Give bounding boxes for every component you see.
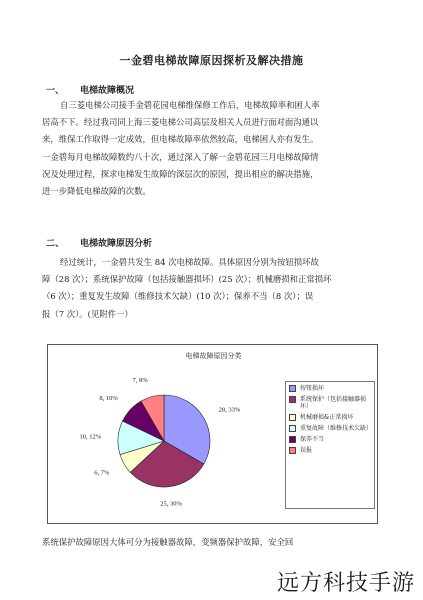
paragraph-analysis: [42, 254, 378, 323]
paragraph-line: 况及处理过程，探求电梯发生故障的深层次的原因，提出相应的解决措施，: [42, 168, 319, 179]
section-title: 电梯故障概况: [80, 86, 135, 96]
legend-item-0: [289, 385, 371, 392]
legend-item-2: [289, 414, 371, 421]
paragraph-line: 自三菱电梯公司接手金碧花园电梯维保修工作后，电梯故障率和困人率: [60, 100, 320, 110]
legend-swatch: [289, 447, 296, 454]
pie-data-label-3: 10, 12%: [79, 433, 102, 441]
paragraph-line: 障（28 次）；系统保护故障（包括接触器损坏）(25 次）；机械磨损和正常损坏: [42, 274, 332, 285]
section-heading-1: [46, 83, 134, 96]
legend-label: 按钮损坏: [300, 385, 325, 392]
section-heading-2: [46, 236, 152, 249]
legend-item-3: [289, 425, 371, 432]
pie-chart-figure: [47, 344, 378, 524]
section-number: 二、: [46, 239, 65, 249]
paragraph-line: 来，维保工作取得一定成效，但电梯故障率依然较高，电梯困人亦有发生。: [42, 134, 319, 145]
pie-data-label-2: 6, 7%: [94, 469, 110, 477]
legend-label: 误报: [300, 447, 313, 454]
legend-item-1: [289, 396, 371, 410]
paragraph-line: 一金碧每月电梯故障数约八十次，通过深入了解一金碧花园三月电梯故障情: [42, 151, 319, 162]
paragraph-line: 居高不下。经过我司同上海三菱电梯公司高层及相关人员进行面对面沟通以: [42, 117, 319, 128]
legend-swatch: [289, 385, 296, 392]
pie-data-label-5: 7, 8%: [132, 377, 148, 385]
legend-item-4: [289, 436, 371, 443]
legend-swatch: [289, 396, 296, 403]
legend-swatch: [289, 436, 296, 443]
paragraph-line: 经过统计，一金碧共发生 84 次电梯故障。具体原因分别为按钮损坏故: [60, 257, 319, 267]
pie-data-label-0: 28, 33%: [218, 406, 241, 414]
paragraph-line: 报（7 次）。(见附件一）: [42, 308, 133, 319]
chart-title: 电梯故障原因分类: [185, 352, 242, 360]
paragraph-overview: [42, 97, 378, 200]
legend-item-5: [289, 447, 371, 454]
legend-swatch: [289, 414, 296, 421]
legend-label: 重复故障（维修技术欠缺）: [300, 425, 373, 432]
legend-label: 机械磨损&正常损坏: [300, 414, 354, 421]
footer-paragraph-line: 系统保护故障原因大体可分为接触器故障，变频器保护故障，安全回: [42, 537, 294, 547]
watermark-logo-text: 远方科技手游: [276, 571, 415, 596]
legend-swatch: [289, 425, 296, 432]
paragraph-line: （6 次）；重复发生故障（维修技术欠缺）(10 次）；保养不当（8 次）；误: [42, 291, 314, 302]
chart-legend: [285, 381, 375, 509]
section-number: 一、: [46, 86, 65, 96]
pie-data-label-1: 25, 30%: [160, 500, 182, 508]
section-title: 电梯故障原因分析: [80, 239, 153, 249]
pie-data-label-4: 8, 10%: [99, 395, 118, 403]
paragraph-line: 进一步降低电梯故障的次数。: [42, 186, 151, 197]
legend-label: 系统保护（包括接触器损坏）: [300, 396, 367, 410]
document-title: 一金碧电梯故障原因探析及解决措施: [119, 54, 304, 67]
legend-label: 保养不当: [300, 436, 325, 443]
